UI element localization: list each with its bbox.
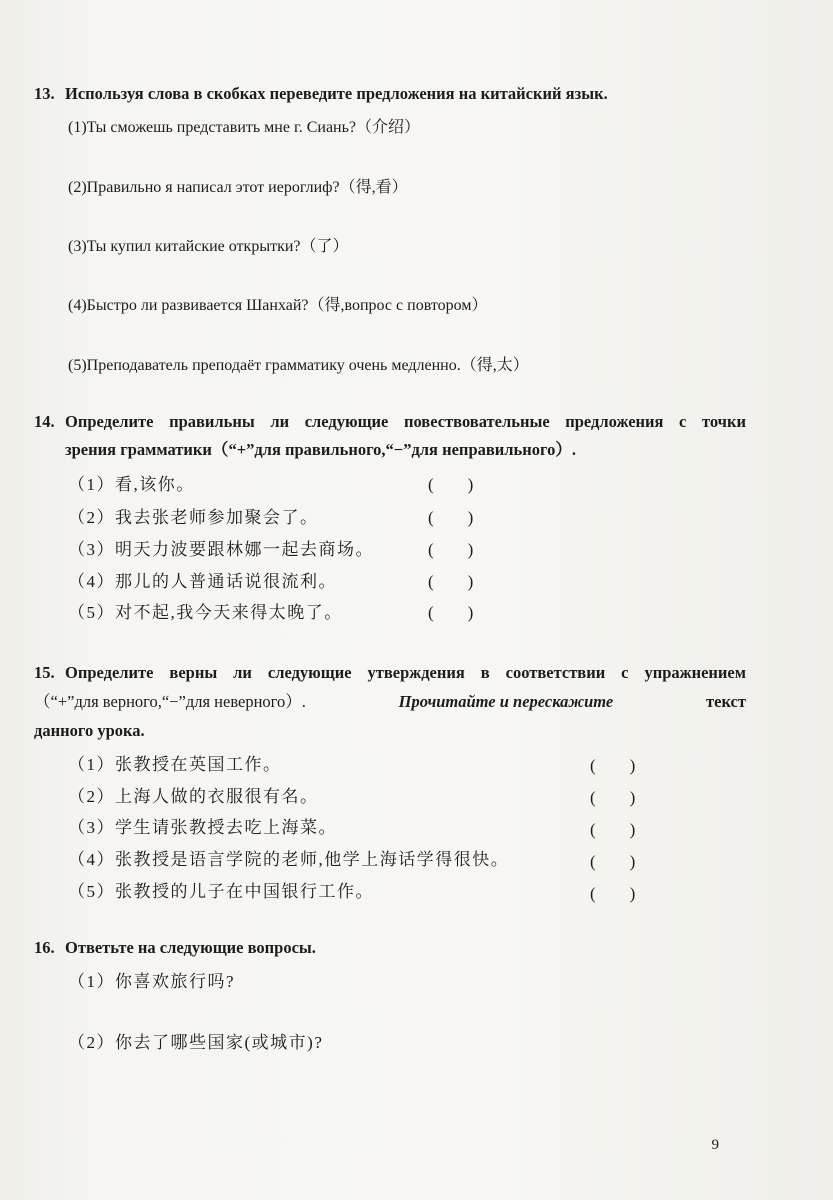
exercise-14-item-3: （3）明天力波要跟林娜一起去商场。 xyxy=(68,540,374,559)
exercise-13-item-2: (2)Правильно я написал этот иероглиф?（得,看） xyxy=(68,179,408,196)
exercise-15-answer-box-1[interactable]: ( ) xyxy=(590,756,636,775)
exercise-14-answer-box-2[interactable]: ( ) xyxy=(428,508,474,527)
exercise-16-item-2: （2）你去了哪些国家(或城市)? xyxy=(68,1033,324,1052)
exercise-16-number: 16. xyxy=(34,938,55,957)
exercise-14-answer-box-1[interactable]: ( ) xyxy=(428,475,474,494)
exercise-14-title-start: зрения грамматики（ xyxy=(65,440,229,459)
exercise-14-answer-box-4[interactable]: ( ) xyxy=(428,572,474,591)
exercise-14-title-plus: “+”для правильного, xyxy=(228,440,386,459)
exercise-15-title-line-1: Определите верны ли следующие утверждения в соответствии с упражнением xyxy=(65,663,746,682)
exercise-15-item-4: （4）张教授是语言学院的老师,他学上海话学得很快。 xyxy=(68,850,510,869)
exercise-15-item-5: （5）张教授的儿子在中国银行工作。 xyxy=(68,882,374,901)
exercise-15-title-plus-minus xyxy=(34,687,306,717)
exercise-13-heading xyxy=(34,84,608,104)
exercise-15-title-line-3: данного урока. xyxy=(34,721,145,740)
exercise-15-title-line-2 xyxy=(34,687,746,717)
exercise-14-number: 14. xyxy=(34,412,55,431)
exercise-16-item-1: （1）你喜欢旅行吗? xyxy=(68,972,236,991)
exercise-15-number: 15. xyxy=(34,663,55,682)
exercise-13-number: 13. xyxy=(34,84,55,103)
exercise-15-title-minus: “−”для неверного）. xyxy=(161,692,306,711)
exercise-15-title-end: текст xyxy=(706,692,746,711)
exercise-14-title-minus: “−”для неправильного xyxy=(385,440,556,459)
exercise-15-answer-box-5[interactable]: ( ) xyxy=(590,884,636,903)
exercise-14-title-end: ）. xyxy=(555,440,576,459)
exercise-13-title: Используя слова в скобках переведите предложения на китайский язык. xyxy=(65,84,608,103)
exercise-13-item-1: (1)Ты сможешь представить мне г. Сиань?（介绍） xyxy=(68,119,421,136)
exercise-15-answer-box-3[interactable]: ( ) xyxy=(590,820,636,839)
exercise-13-item-4: (4)Быстро ли развивается Шанхай?（得,вопрос с повтором） xyxy=(68,297,488,314)
exercise-14-answer-box-5[interactable]: ( ) xyxy=(428,603,474,622)
exercise-14-heading xyxy=(34,408,746,464)
exercise-15-item-3: （3）学生请张教授去吃上海菜。 xyxy=(68,818,337,837)
exercise-15-heading xyxy=(34,659,746,745)
exercise-14-title-line-2 xyxy=(65,436,746,464)
exercise-15-item-1: （1）张教授在英国工作。 xyxy=(68,755,282,774)
exercise-15-answer-box-4[interactable]: ( ) xyxy=(590,852,636,871)
exercise-15-title-italic: Прочитайте и перескажите xyxy=(398,692,614,711)
exercise-14-title-line-1: Определите правильны ли следующие повествовательные предложения с точки xyxy=(65,412,746,431)
exercise-14-item-2: （2）我去张老师参加聚会了。 xyxy=(68,508,319,527)
exercise-15-item-2: （2）上海人做的衣服很有名。 xyxy=(68,787,319,806)
exercise-13-item-3: (3)Ты купил китайские открытки?（了） xyxy=(68,238,349,255)
exercise-16-heading xyxy=(34,938,316,958)
exercise-13-item-5: (5)Преподаватель преподаёт грамматику очень медленно.（得,太） xyxy=(68,357,529,374)
exercise-15-answer-box-2[interactable]: ( ) xyxy=(590,788,636,807)
exercise-14-item-5: （5）对不起,我今天来得太晚了。 xyxy=(68,603,343,622)
page-number: 9 xyxy=(711,1137,719,1153)
exercise-15-title-plus: （“+”для верного, xyxy=(34,692,162,711)
exercise-14-answer-box-3[interactable]: ( ) xyxy=(428,540,474,559)
exercise-14-item-1: （1）看,该你。 xyxy=(68,475,195,494)
exercise-16-title: Ответьте на следующие вопросы. xyxy=(65,938,316,957)
exercise-14-item-4: （4）那儿的人普通话说很流利。 xyxy=(68,572,337,591)
